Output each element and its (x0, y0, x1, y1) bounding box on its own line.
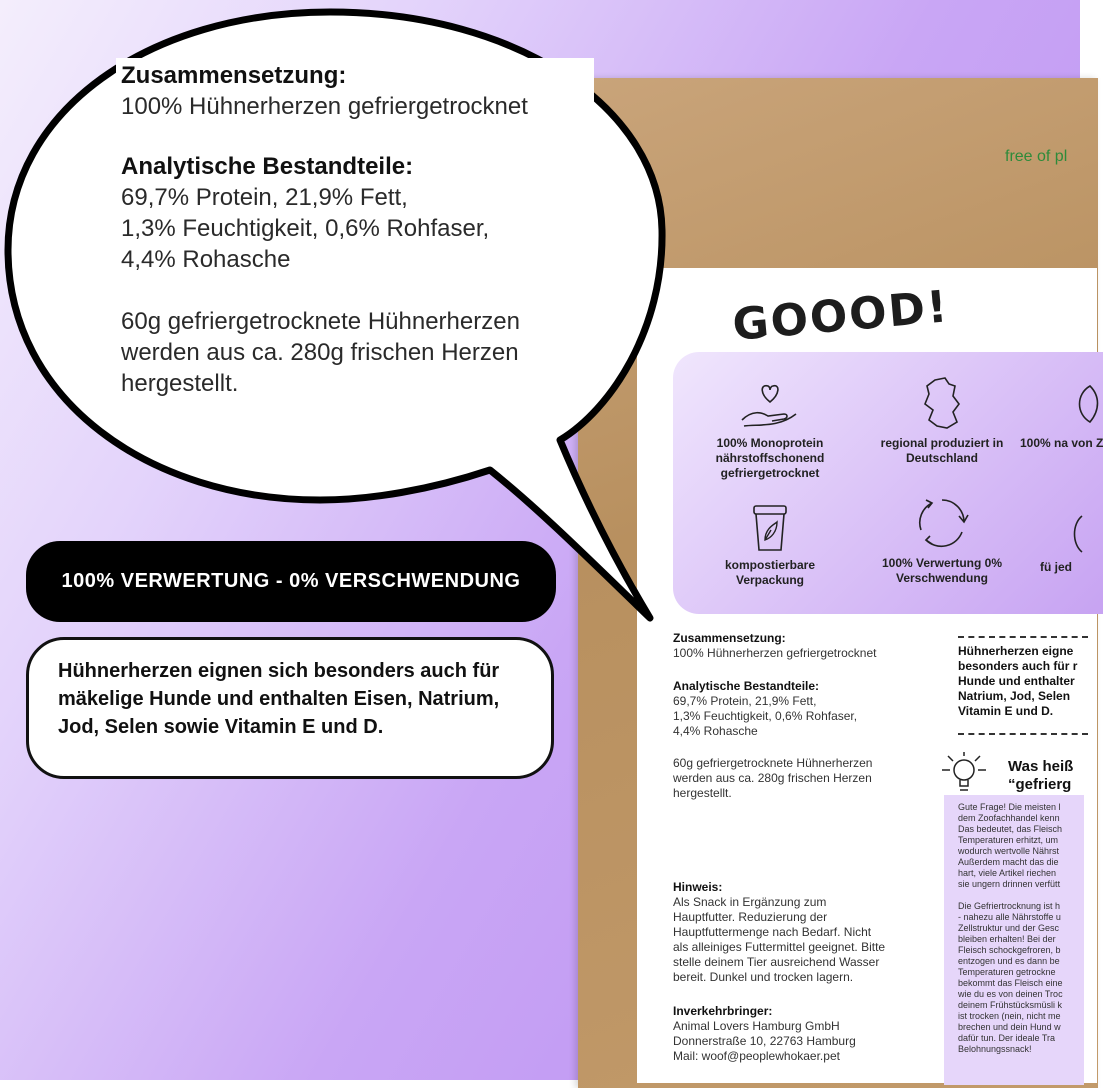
label-analysis-heading: Analytische Bestandteile: (673, 679, 820, 693)
label-composition-heading: Zusammensetzung: (673, 631, 786, 645)
bubble-analysis-line: 69,7% Protein, 21,9% Fett, (121, 184, 408, 211)
feature-recycling (872, 494, 1012, 586)
bubble-composition-text: 100% Hühnerherzen gefriergetrocknet (121, 93, 528, 120)
label-right-info (958, 644, 1088, 719)
label-note-line: Als Snack in Ergänzung zum (673, 895, 827, 909)
faq-title-line: Was heiß (1008, 758, 1074, 775)
faq-title (1008, 758, 1073, 794)
label-right-line: besonders auch für r (958, 659, 1078, 673)
label-analysis-line: 1,3% Feuchtigkeit, 0,6% Rohfaser, (673, 709, 858, 723)
label-yield-line: 60g gefriergetrocknete Hühnerherzen (673, 756, 873, 770)
label-note-line: als alleiniges Futtermittel geeignet. Bitte (673, 940, 886, 954)
faq-line: wie du es von deinen Troc (958, 989, 1063, 999)
label-composition-text: 100% Hühnerherzen gefriergetrocknet (673, 646, 877, 660)
faq-line: Zellstruktur und der Gesc (958, 923, 1060, 933)
faq-line: sie ungern drinnen verfütt (958, 879, 1061, 889)
dashed-divider (958, 733, 1088, 735)
label-distributor-line: Animal Lovers Hamburg GmbH (673, 1019, 840, 1033)
faq-line: bekommt das Fleisch eine (958, 978, 1063, 988)
faq-line: wodurch wertvolle Nährst (958, 846, 1060, 856)
free-of-plastic-text: free of pl (1005, 148, 1068, 165)
bubble-analysis-heading: Analytische Bestandteile: (121, 153, 414, 180)
label-note-line: Hauptfuttermenge nach Bedarf. Nicht (673, 925, 872, 939)
label-right-line: Vitamin E und D. (958, 704, 1054, 718)
label-note-heading: Hinweis: (673, 880, 723, 894)
label-yield-line: hergestellt. (673, 786, 732, 800)
label-yield-line: werden aus ca. 280g frischen Herzen (673, 771, 872, 785)
faq-line: hart, viele Artikel riechen (958, 868, 1057, 878)
label-right-line: Hunde und enthalter (958, 674, 1075, 688)
feature-label: regional produziert in Deutschland (880, 436, 1004, 465)
bubble-yield-line: hergestellt. (121, 370, 239, 397)
feature-label: 100% na von Z (1020, 436, 1104, 450)
compost-bin-icon (745, 500, 795, 554)
faq-line: Temperaturen getrockne (958, 967, 1056, 977)
label-note-line: Hauptfutter. Reduzierung der (673, 910, 828, 924)
label-distributor-line: Donnerstraße 10, 22763 Hamburg (673, 1034, 856, 1048)
info-box-text: Hühnerherzen eignen sich besonders auch für mäkelige Hunde und enthalten Eisen, Natrium, Jod, Selen sowie Vitamin E und D. (58, 660, 500, 738)
label-note-line: bereit. Dunkel und trocken lagern. (673, 970, 854, 984)
dog-icon (1068, 512, 1108, 556)
faq-title-line: “gefrierg (1008, 776, 1072, 793)
faq-text (958, 802, 1083, 1055)
faq-line: bleiben erhalten! Bei der (958, 934, 1056, 944)
banner-zero-waste: 100% VERWERTUNG - 0% VERSCHWENDUNG (26, 541, 556, 622)
feature-natural (1020, 380, 1110, 451)
feature-label: fü jed (1040, 560, 1072, 574)
label-yield (673, 756, 933, 801)
bubble-content (121, 60, 601, 399)
label-distributor-heading: Inverkehrbringer: (673, 1004, 773, 1018)
feature-regional (872, 376, 1012, 466)
faq-line: dafür tun. Der ideale Tra (958, 1033, 1056, 1043)
label-right-line: Hühnerherzen eigne (958, 644, 1074, 658)
label-distributor (673, 1004, 933, 1064)
faq-line: Temperaturen erhitzt, um (958, 835, 1059, 845)
faq-line: Die Gefriertrocknung ist h (958, 901, 1061, 911)
dashed-divider (958, 636, 1088, 638)
label-distributor-line: Mail: woof@peoplewhokaer.pet (673, 1049, 840, 1063)
faq-line: Fleisch schockgefroren, b (958, 945, 1061, 955)
faq-line: Belohnungssnack! (958, 1044, 1032, 1054)
faq-line: ist trocken (nein, nicht me (958, 1011, 1061, 1021)
slogan: GOOOD! (730, 281, 952, 351)
feature-label: 100% Monoprotein nährstoffschonend gefriergetrocknet (715, 436, 825, 480)
faq-line: Gute Frage! Die meisten l (958, 802, 1061, 812)
label-note-line: stelle deinem Tier ausreichend Wasser (673, 955, 880, 969)
heart-hand-icon (738, 380, 802, 432)
label-analysis-line: 4,4% Rohasche (673, 724, 758, 738)
feature-label: kompostierbare Verpackung (724, 558, 816, 587)
leaf-icon (1070, 380, 1110, 432)
bubble-yield-line: werden aus ca. 280g frischen Herzen (121, 339, 519, 366)
faq-line (958, 890, 1083, 901)
faq-line: brechen und dein Hund w (958, 1022, 1061, 1032)
bubble-yield-line: 60g gefriergetrocknete Hühnerherzen (121, 308, 520, 335)
feature-monoprotein (700, 380, 840, 481)
faq-line: Außerdem macht das die (958, 857, 1059, 867)
faq-line: deinem Frühstücksmüsli k (958, 1000, 1063, 1010)
label-right-line: Natrium, Jod, Selen (958, 689, 1071, 703)
bubble-analysis-line: 1,3% Feuchtigkeit, 0,6% Rohfaser, (121, 215, 490, 242)
label-composition (673, 631, 933, 661)
feature-label: 100% Verwertung 0% Verschwendung (881, 556, 1003, 585)
bubble-analysis-line: 4,4% Rohasche (121, 246, 291, 273)
faq-line: entzogen und es dann be (958, 956, 1060, 966)
faq-line: Das bedeutet, das Fleisch (958, 824, 1063, 834)
faq-line: dem Zoofachhandel kenn (958, 813, 1060, 823)
feature-all-dogs (1040, 512, 1110, 575)
germany-map-icon (917, 376, 967, 432)
label-note (673, 880, 933, 985)
label-analysis-line: 69,7% Protein, 21,9% Fett, (673, 694, 817, 708)
lightbulb-icon (938, 752, 994, 796)
bubble-composition-heading: Zusammensetzung: (121, 62, 347, 89)
label-analysis (673, 679, 933, 739)
faq-line: - nahezu alle Nährstoffe u (958, 912, 1061, 922)
feature-compostable (700, 500, 840, 588)
recycle-icon (912, 494, 972, 552)
